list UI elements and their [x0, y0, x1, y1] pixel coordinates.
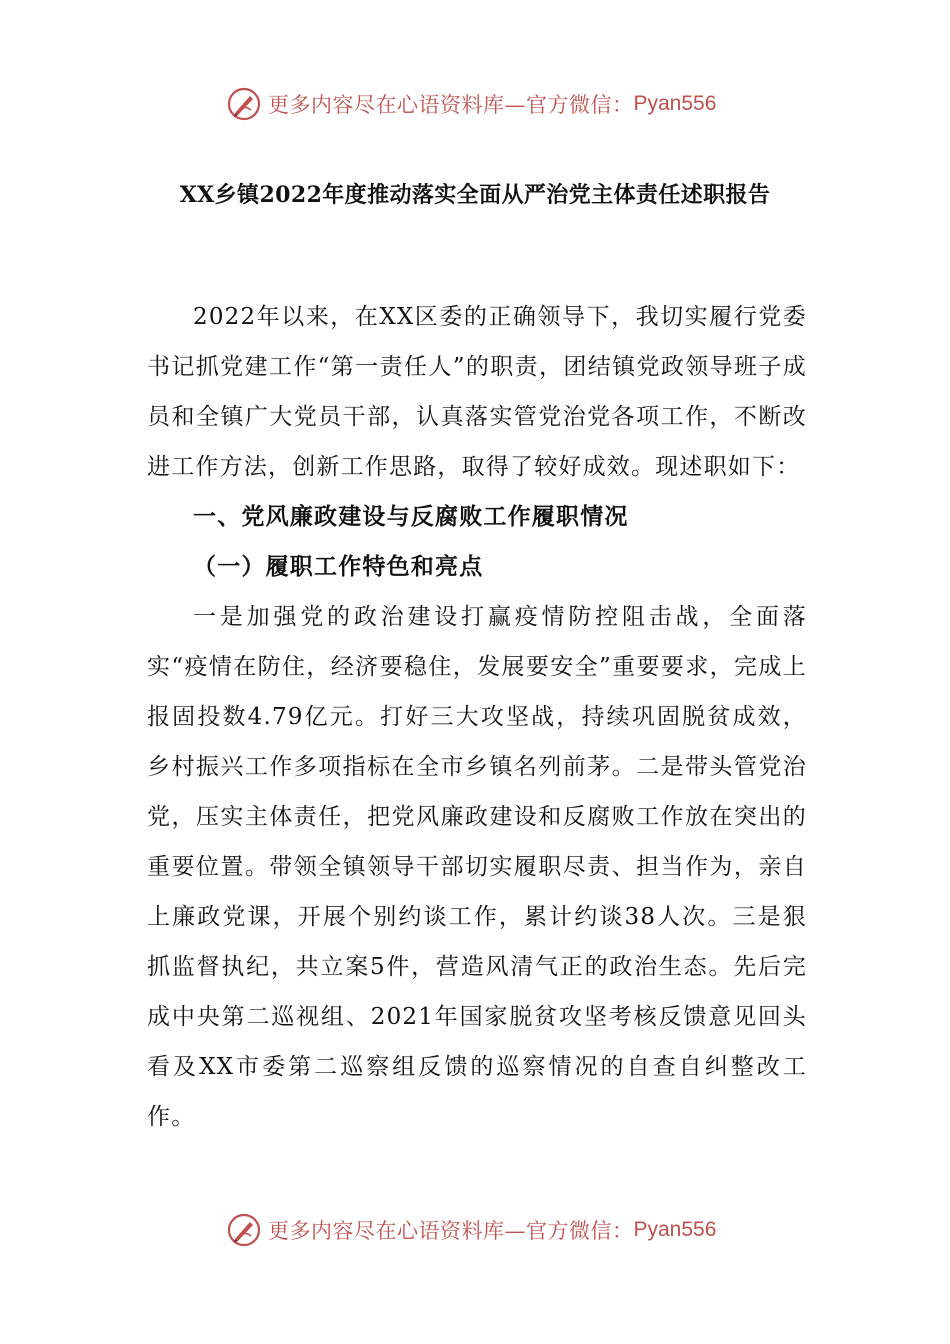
- footer-watermark: [226, 1210, 716, 1250]
- watermark-wechat-id: Pyan556: [633, 1218, 717, 1241]
- watermark-text: 更多内容尽在心语资料库—官方微信：: [268, 93, 634, 117]
- body-paragraph: 一是加强党的政治建设打赢疫情防控阻击战，全面落实“疫情在防住，经济要稳住，发展要安全”重要要求，完成上报固投数4.79亿元。打好三大攻坚战，持续巩固脱贫成效，乡村振兴工作多项指标在全市乡镇名列前茅。二是带头管党治党，压实主体责任，把党风廉政建设和反腐败工作放在突出的重要位置。带领全镇领导干部切实履职尽责、担当作为，亲自上廉政党课，开展个别约谈工作，累计约谈38人次。三是狠抓监督执纪，共立案5件，营造风清气正的政治生态。先后完成中央第二巡视组、2021年国家脱贫攻坚考核反馈意见回头看及XX市委第二巡察组反馈的巡察情况的自查自纠整改工作。: [147, 604, 807, 1130]
- subsection-heading: （一）履职工作特色和亮点: [193, 553, 484, 580]
- watermark-wechat-id: Pyan556: [633, 92, 717, 115]
- watermark-text: 更多内容尽在心语资料库—官方微信：: [268, 1219, 634, 1243]
- document-title: XX乡镇2022年度推动落实全面从严治党主体责任述职报告: [179, 182, 771, 208]
- pen-logo-icon: [226, 86, 262, 122]
- document-body: [147, 292, 807, 1142]
- section-heading: 一、党风廉政建设与反腐败工作履职情况: [193, 503, 629, 530]
- intro-paragraph: 2022年以来，在XX区委的正确领导下，我切实履行党委书记抓党建工作“第一责任人”的职责，团结镇党政领导班子成员和全镇广大党员干部，认真落实管党治党各项工作，不断改进工作方法，创新工作思路，取得了较好成效。现述职如下：: [147, 304, 807, 480]
- pen-logo-icon: [226, 1212, 262, 1248]
- header-watermark: [226, 84, 716, 124]
